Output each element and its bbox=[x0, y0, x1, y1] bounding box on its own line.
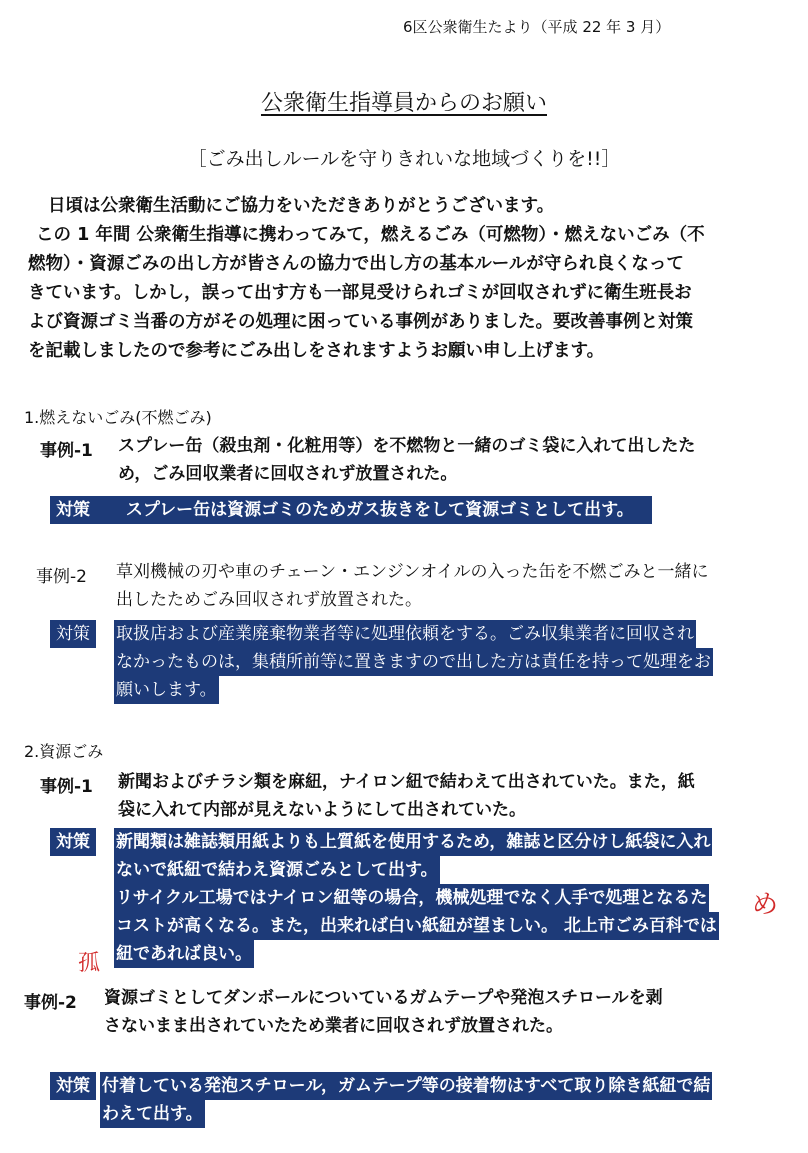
intro-line: よび資源ゴミ当番の方がその処理に困っている事例がありました。要改善事例と対策 bbox=[28, 312, 693, 332]
measure-line: ないで紙紐で結わえ資源ごみとして出す。 bbox=[114, 856, 440, 884]
section1-heading: 1.燃えないごみ(不燃ごみ) bbox=[24, 408, 212, 427]
measure-line: 取扱店および産業廃棄物業者等に処理依頼をする。ごみ収集業者に回収され bbox=[114, 620, 696, 648]
case-line: 出したためごみ回収されず放置された。 bbox=[116, 590, 422, 610]
section2-heading: 2.資源ごみ bbox=[24, 742, 104, 761]
intro-line: きています。しかし，誤って出す方も一部見受けられゴミが回収されずに衛生班長お bbox=[28, 283, 692, 303]
measure-line: わえて出す。 bbox=[100, 1100, 205, 1128]
measure-line: コストが高くなる。また，出来れば白い紙紐が望ましい。 北上市ごみ百科では bbox=[114, 912, 719, 940]
measure-label: 対策 bbox=[50, 828, 96, 856]
measure-highlight bbox=[50, 496, 652, 524]
section2-case1-text bbox=[118, 768, 695, 824]
case-line: さないまま出されていたため業者に回収されず放置された。 bbox=[104, 1016, 563, 1036]
intro-line: 日頃は公衆衛生活動にご協力をいただきありがとうございます。 bbox=[48, 196, 555, 216]
section1-case2-text bbox=[116, 558, 708, 614]
measure-line: リサイクル工場ではナイロン紐等の場合，機械処理でなく人手で処理となるた bbox=[114, 884, 709, 912]
measure-line: なかったものは，集積所前等に置きますので出した方は責任を持って処理をお bbox=[114, 648, 713, 676]
section1-case1-text bbox=[118, 432, 695, 488]
page-subtitle: ［ごみ出しルールを守りきれいな地域づくりを!!］ bbox=[187, 148, 621, 170]
intro-paragraph bbox=[28, 192, 705, 366]
measure-text bbox=[100, 1072, 712, 1128]
case-line: 資源ゴミとしてダンボールについているガムテープや発泡スチロールを剥 bbox=[104, 988, 663, 1008]
section2-case2-text bbox=[104, 984, 663, 1040]
measure-line: 新聞類は雑誌類用紙よりも上質紙を使用するため，雑誌と区分けし紙袋に入れ bbox=[114, 828, 712, 856]
section2-case2-label: 事例-2 bbox=[24, 993, 77, 1013]
section1-case1-measure bbox=[50, 496, 652, 524]
measure-text bbox=[114, 620, 713, 704]
measure-label: 対策 bbox=[50, 620, 96, 648]
measure-line: スプレー缶は資源ゴミのためガス抜きをして資源ゴミとして出す。 bbox=[125, 500, 634, 520]
case-line: 草刈機械の刃や車のチェーン・エンジンオイルの入った缶を不燃ごみと一緒に bbox=[116, 562, 709, 582]
intro-line: 燃物）・資源ごみの出し方が皆さんの協力で出し方の基本ルールが守られ良くなって bbox=[28, 254, 684, 274]
case-line: スプレー缶（殺虫剤・化粧用等）を不燃物と一緒のゴミ袋に入れて出したた bbox=[118, 436, 696, 456]
section2-case1-label: 事例-1 bbox=[40, 777, 93, 797]
measure-line: 付着している発泡スチロール，ガムテープ等の接着物はすべて取り除き紙紐で結 bbox=[100, 1072, 712, 1100]
measure-label: 対策 bbox=[50, 1072, 96, 1100]
measure-line: 紐であれば良い。 bbox=[114, 940, 254, 968]
case-line: め，ごみ回収業者に回収されず放置された。 bbox=[118, 464, 458, 484]
handwritten-note-right: め bbox=[752, 890, 779, 920]
newsletter-header: 6区公衆衛生たより（平成 22 年 3 月） bbox=[403, 18, 671, 36]
section1-case2-label: 事例-2 bbox=[36, 567, 87, 587]
handwritten-note-left: 孤 bbox=[78, 951, 101, 976]
case-line: 袋に入れて内部が見えないようにして出されていた。 bbox=[118, 800, 526, 820]
page-title-text: 公衆衛生指導員からのお願い bbox=[260, 91, 547, 116]
intro-line: を記載しましたので参考にごみ出しをされますようお願い申し上げます。 bbox=[28, 341, 605, 361]
measure-text bbox=[114, 828, 719, 968]
measure-label: 対策 bbox=[56, 500, 90, 520]
intro-line: この 1 年間 公衆衛生指導に携わってみて，燃えるごみ（可燃物）・燃えないごみ（不 bbox=[36, 225, 705, 245]
measure-line: 願いします。 bbox=[114, 676, 219, 704]
section1-case1-label: 事例-1 bbox=[40, 441, 93, 461]
page-title bbox=[0, 86, 808, 117]
case-line: 新聞およびチラシ類を麻紐，ナイロン紐で結わえて出されていた。また，紙 bbox=[118, 772, 695, 792]
